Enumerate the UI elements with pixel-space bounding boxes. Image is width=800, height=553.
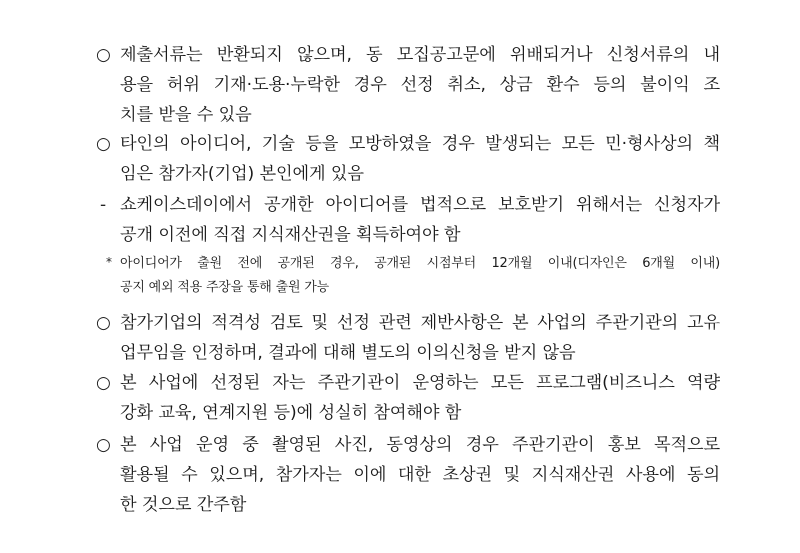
text-line: 본 사업에 선정된 자는 주관기관이 운영하는 모든 프로그램(비즈니스 역량: [120, 373, 720, 393]
bullet-text: [120, 129, 720, 189]
bullet-text: [120, 308, 720, 368]
text-line: 아이디어가 출원 전에 공개된 경우, 공개된 시점부터 12개월 이내(디자인은 6개월 이내): [120, 256, 720, 271]
text-line: 공지 예외 적용 주장을 통해 출원 가능: [120, 280, 329, 295]
bullet-marker: ○: [96, 134, 111, 154]
bullet-text: [120, 40, 720, 130]
bullet-marker: ○: [96, 373, 111, 393]
text-line: 참가기업의 적격성 검토 및 선정 관련 제반사항은 본 사업의 주관기관의 고유: [120, 313, 720, 333]
text-line: 치를 받을 수 있음: [120, 105, 252, 125]
text-line: 활용될 수 있으며, 참가자는 이에 대한 초상권 및 지식재산권 사용에 동의: [120, 465, 720, 485]
bullet-marker: ○: [96, 45, 111, 65]
sub-item-text: [120, 190, 720, 250]
text-line: 공개 이전에 직접 지식재산권을 획득하여야 함: [120, 225, 461, 245]
text-line: 제출서류는 반환되지 않으며, 동 모집공고문에 위배되거나 신청서류의 내: [120, 45, 720, 65]
asterisk-marker: *: [106, 255, 112, 269]
text-line: 업무임을 인정하며, 결과에 대해 별도의 이의신청을 받지 않음: [120, 343, 576, 363]
text-line: 타인의 아이디어, 기술 등을 모방하였을 경우 발생되는 모든 민·형사상의 책: [120, 134, 720, 154]
bullet-text: [120, 430, 720, 520]
text-line: 본 사업 운영 중 촬영된 사진, 동영상의 경우 주관기관이 홍보 목적으로: [120, 435, 720, 455]
bullet-text: [120, 368, 720, 428]
bullet-marker: ○: [96, 313, 111, 333]
text-line: 쇼케이스데이에서 공개한 아이디어를 법적으로 보호받기 위해서는 신청자가: [120, 195, 720, 215]
text-line: 강화 교육, 연계지원 등)에 성실히 참여해야 함: [120, 403, 462, 423]
dash-marker: -: [100, 195, 107, 215]
text-line: 한 것으로 간주함: [120, 495, 247, 515]
bullet-marker: ○: [96, 435, 111, 455]
note-text: [120, 252, 720, 300]
text-line: 용을 허위 기재·도용·누락한 경우 선정 취소, 상금 환수 등의 불이익 조: [120, 75, 720, 95]
text-line: 임은 참가자(기업) 본인에게 있음: [120, 164, 364, 184]
